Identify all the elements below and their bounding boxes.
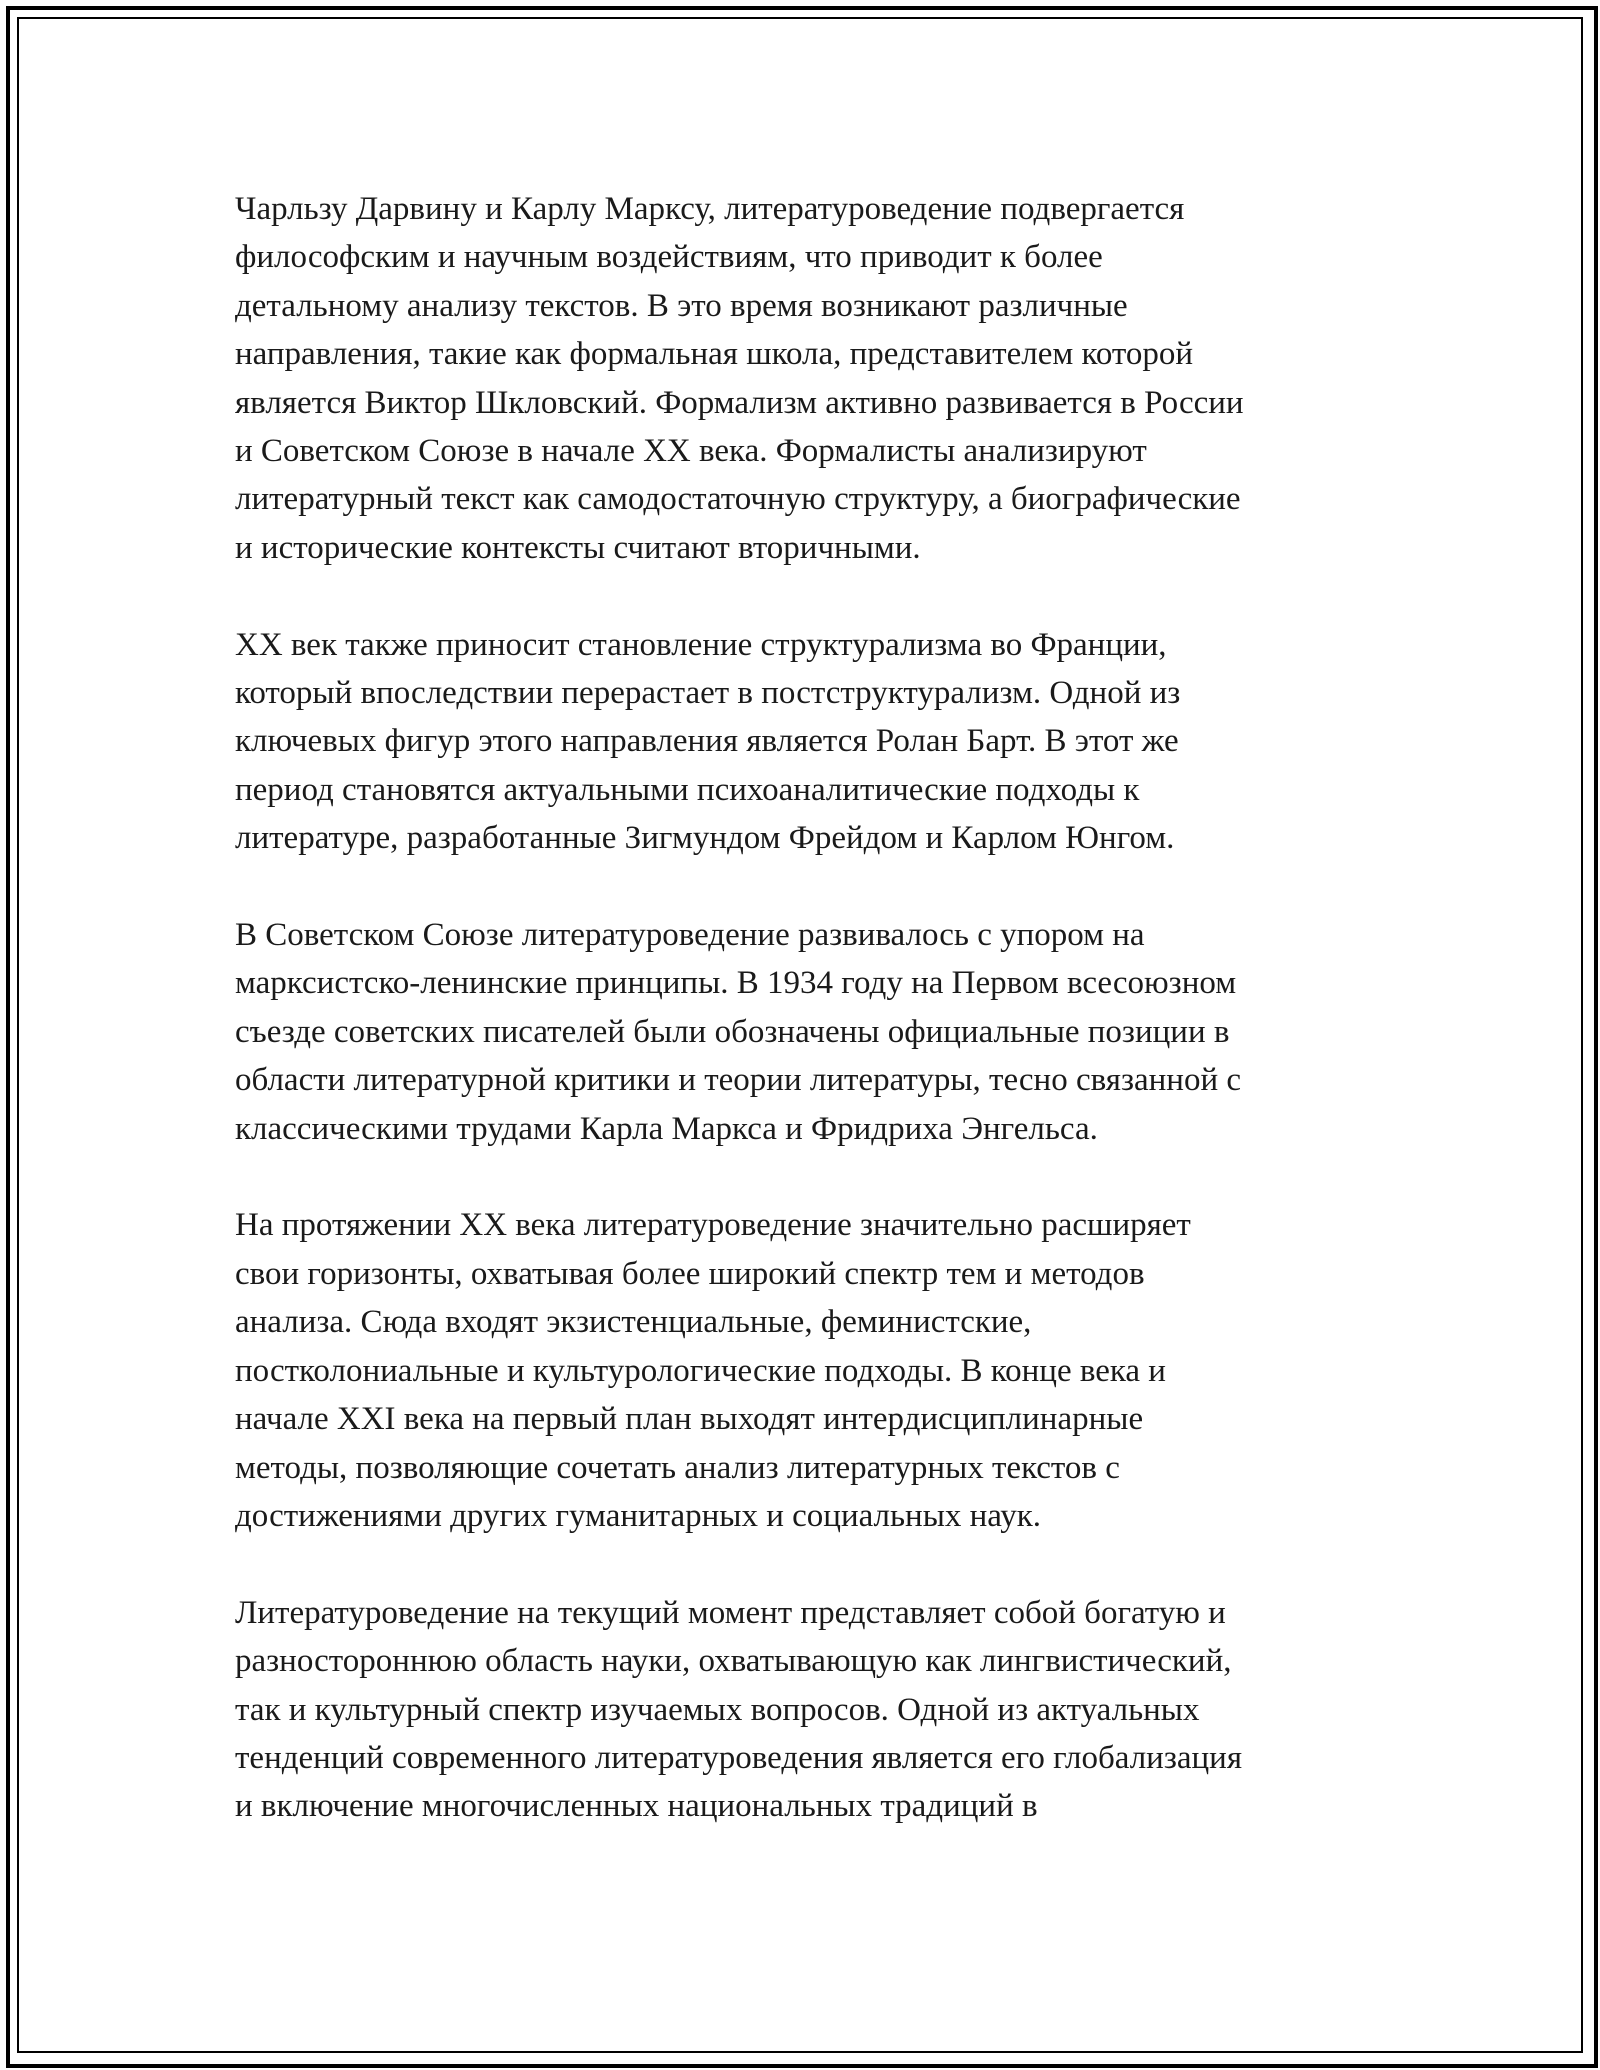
document-body [235, 185, 1385, 1879]
paragraph-1: Чарльзу Дарвину и Карлу Марксу, литературоведение подвергается философским и научным воздействиям, что приводит к более детальному анализу текстов. В это время возникают различные направления, такие как формальная школа, представителем которой является Виктор Шкловский. Формализм активно развивается в России и Советском Союзе в начале XX века. Формалисты анализируют литературный текст как самодостаточную структуру, а биографические и исторические контексты считают вторичными. [235, 191, 1244, 566]
paragraph-3: В Советском Союзе литературоведение развивалось с упором на марксистско-ленинские принципы. В 1934 году на Первом всесоюзном съезде советских писателей были обозначены официальные позиции в области литературной критики и теории литературы, тесно связанной с классическими трудами Карла Маркса и Фридриха Энгельса. [235, 917, 1242, 1147]
paragraph-4: На протяжении XX века литературоведение значительно расширяет свои горизонты, охватывая более широкий спектр тем и методов анализа. Сюда входят экзистенциальные, феминистские, постколониальные и культурологические подходы. В конце века и начале XXI века на первый план выходят интердисциплинарные методы, позволяющие сочетать анализ литературных текстов с достижениями других гуманитарных и социальных наук. [235, 1207, 1191, 1534]
paragraph-2: XX век также приносит становление структурализма во Франции, который впоследствии перерастает в постструктурализм. Одной из ключевых фигур этого направления является Ролан Барт. В этот же период становятся актуальными психоаналитические подходы к литературе, разработанные Зигмундом Фрейдом и Карлом Юнгом. [235, 626, 1181, 857]
paragraph-5: Литературоведение на текущий момент представляет собой богатую и разностороннюю область науки, охватывающую как лингвистический, так и культурный спектр изучаемых вопросов. Одной из актуальных тенденций современного литературоведения является его глобализация и включение многочисленных национальных традиций в [235, 1594, 1242, 1825]
